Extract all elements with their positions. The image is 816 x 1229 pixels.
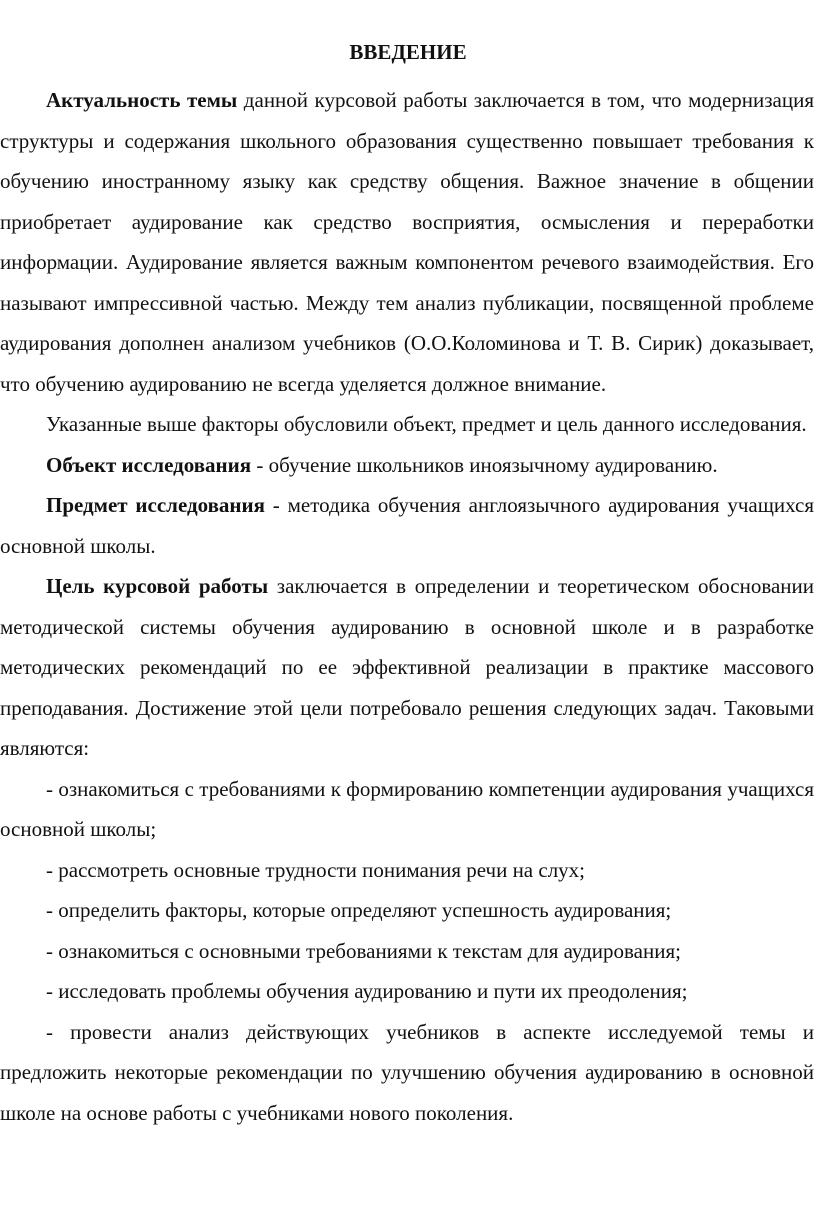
paragraph-object — [0, 445, 816, 486]
paragraph-text: - рассмотреть основные трудности понимания речи на слух; — [46, 857, 586, 882]
paragraph-text: - определить факторы, которые определяют успешность аудирования; — [46, 898, 672, 922]
paragraph-goal — [0, 566, 816, 769]
task-item — [0, 1012, 816, 1134]
paragraph-text: - обучение школьников иноязычному аудированию. — [251, 452, 718, 477]
task-item — [0, 850, 816, 891]
paragraph-text: - ознакомиться с требованиями к формированию компетенции аудирования учащихся основной школы; — [0, 776, 814, 841]
paragraph-text: - провести анализ действующих учебников в аспекте исследуемой темы и предложить некоторые рекомендации по улучшению обучения аудированию в основной школе на основе работы с учебниками нового поколения. — [0, 1019, 814, 1125]
task-item — [0, 971, 816, 1012]
paragraph-text: - исследовать проблемы обучения аудированию и пути их преодоления; — [46, 979, 688, 1003]
task-item — [0, 769, 816, 850]
task-item — [0, 890, 816, 931]
paragraph-lead: Объект исследования — [46, 452, 252, 477]
paragraph-text: - ознакомиться с основными требованиями к текстам для аудирования; — [46, 938, 681, 963]
paragraph-lead: Актуальность темы — [46, 88, 238, 112]
paragraph-factors — [0, 404, 816, 445]
paragraph-subject — [0, 485, 816, 566]
document-body — [0, 80, 816, 1133]
paragraph-text: данной курсовой работы заключается в том, что модернизация структуры и содержания школьного образования существенно повышает требования к обучению иностранному языку как средству общения. Важное значение в общении приобретает аудирование как средство восприятия, осмысления и переработки информации. Аудирование является важным компонентом речевого взаимодействия. Его называют импрессивной частью. Между тем анализ публикации, посвященной проблеме аудирования дополнен анализом учебников (О.О.Коломинова и Т. В. Сирик) доказывает, что обучению аудированию не всегда уделяется должное внимание. — [0, 88, 814, 396]
paragraph-text: - методика обучения англоязычного аудирования учащихся основной школы. — [0, 493, 814, 558]
paragraph-lead: Цель курсовой работы — [46, 574, 269, 598]
paragraph-relevance — [0, 80, 816, 404]
paragraph-lead: Предмет исследования — [46, 493, 265, 517]
paragraph-text: Указанные выше факторы обусловили объект, предмет и цель данного исследования. — [46, 412, 807, 436]
document-title: ВВЕДЕНИЕ — [349, 40, 467, 64]
task-item — [0, 931, 816, 972]
paragraph-text: заключается в определении и теоретическом обосновании методической системы обучения аудированию в основной школе и в разработке методических рекомендаций по ее эффективной реализации в практике массового преподавания. Достижение этой цели потребовало решения следующих задач. Таковыми являются: — [0, 574, 814, 760]
